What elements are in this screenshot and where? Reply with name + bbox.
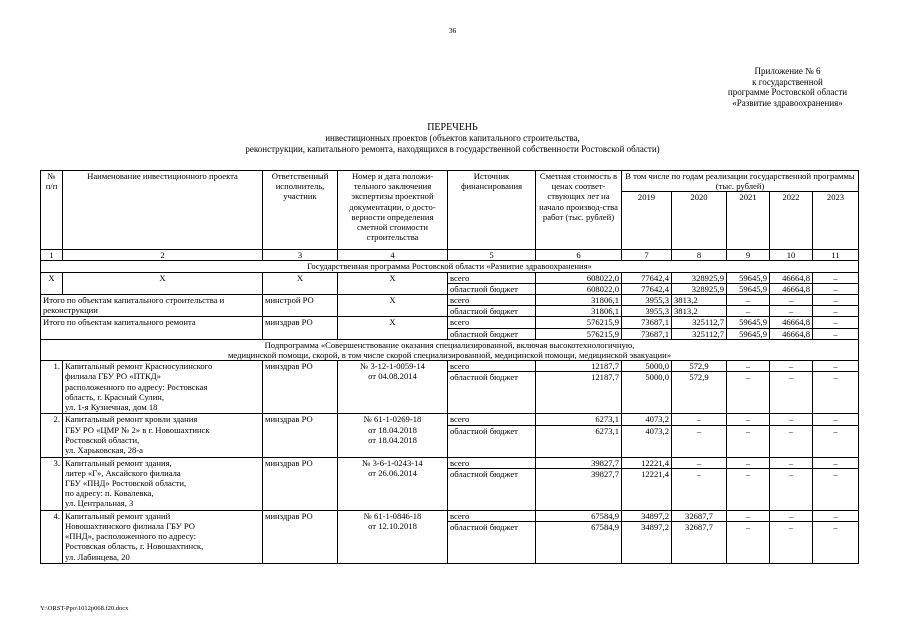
- expertise-line: от 12.10.2018: [368, 521, 417, 532]
- year-value: 77642,4: [622, 272, 672, 283]
- expertise-line: № 61-1-0269-18: [363, 414, 422, 425]
- year-value: 572,9: [672, 372, 727, 414]
- funding-source: всего: [448, 457, 536, 468]
- year-value: 3955,3: [622, 306, 672, 317]
- total-label: Итого по объектам капитального строительства и реконструкции: [41, 295, 263, 317]
- year-value: 4073,2: [622, 414, 672, 425]
- expertise: [338, 361, 448, 414]
- project-name-line: Ростовская область, г. Новошахтинск,: [65, 541, 204, 552]
- year-value: 59645,9: [727, 328, 770, 339]
- year-value: 3813,2: [672, 306, 727, 317]
- construction-total-row: [41, 295, 859, 306]
- year-value: 328925,9: [672, 272, 727, 283]
- project-name: [63, 457, 263, 510]
- column-number-row: [41, 250, 859, 261]
- year-value: 4073,2: [622, 425, 672, 457]
- column-number: 4: [338, 250, 448, 261]
- year-value: –: [727, 468, 770, 510]
- year-value: 12221,4: [622, 468, 672, 510]
- year-value: –: [770, 414, 813, 425]
- funding-source: всего: [448, 317, 536, 328]
- column-number: 3: [263, 250, 338, 261]
- year-value: 77642,4: [622, 283, 672, 294]
- year-value: –: [770, 457, 813, 468]
- year-value: –: [770, 510, 813, 521]
- project-name-line: Ростовской области,: [65, 434, 140, 445]
- year-value: 46664,8: [770, 283, 813, 294]
- project-name: X: [63, 272, 263, 294]
- row-number: X: [41, 272, 63, 294]
- expertise-line: № 3-6-1-0243-14: [362, 457, 423, 468]
- project-row: [41, 361, 859, 372]
- year-value: –: [727, 295, 770, 306]
- total-label: Итого по объектам капитального ремонта: [41, 317, 263, 339]
- funding-source: всего: [448, 295, 536, 306]
- project-name-line: ул. 1-я Кузнечная, дом 18: [65, 402, 158, 413]
- estimated-cost: 6273,1: [536, 414, 622, 425]
- expertise-line: от 04.08.2014: [368, 371, 417, 382]
- year-value: –: [813, 522, 859, 564]
- appendix-line: к государственной: [752, 76, 823, 87]
- year-value: 34897,2: [622, 510, 672, 521]
- year-value: 46664,8: [770, 328, 813, 339]
- expertise-line: от 18.04.2018: [368, 424, 417, 435]
- estimated-cost: 39827,7: [536, 457, 622, 468]
- header-years-group: В том числе по годам реализации государственной программы (тыс. рублей): [622, 171, 859, 192]
- year-value: –: [727, 457, 770, 468]
- year-value: 572,9: [672, 361, 727, 372]
- funding-source: всего: [448, 272, 536, 283]
- estimated-cost: 31806,1: [536, 295, 622, 306]
- header-year: 2020: [672, 192, 727, 250]
- appendix-line: программе Ростовской области: [727, 87, 848, 98]
- subprogram-title-line: медицинской помощи, скорой, в том числе скорой специализированной, медицинской помощи, медицинской эвакуации»: [227, 350, 672, 361]
- page-number: 36: [448, 26, 457, 35]
- header-expertise: Номер и дата положи-тельного заключения экспертизы проектной документации, о досто-верности определения сметной стоимости строительства: [338, 171, 448, 250]
- executor: минздрав РО: [263, 317, 338, 339]
- header-year: 2023: [813, 192, 859, 250]
- year-value: –: [770, 361, 813, 372]
- year-value: –: [770, 295, 813, 306]
- year-value: –: [727, 361, 770, 372]
- project-name-line: литер «Г», Аксайского филиала: [65, 467, 181, 478]
- year-value: –: [813, 414, 859, 425]
- project-row: [41, 414, 859, 425]
- estimated-cost: 6273,1: [536, 425, 622, 457]
- executor: минстрой РО: [263, 295, 338, 317]
- year-value: 46664,8: [770, 272, 813, 283]
- row-number: 1.: [41, 361, 63, 414]
- investment-projects-table: [40, 170, 859, 564]
- project-name-line: ГБУ «ПНД» Ростовской области,: [65, 478, 187, 489]
- year-value: –: [813, 372, 859, 414]
- estimated-cost: 31806,1: [536, 306, 622, 317]
- year-value: –: [813, 317, 859, 328]
- year-value: –: [727, 425, 770, 457]
- funding-source: областной бюджет: [448, 306, 536, 317]
- column-number: 5: [448, 250, 536, 261]
- year-value: 3813,2: [672, 295, 727, 306]
- project-name-line: область, г. Красный Сулин,: [65, 391, 165, 402]
- estimated-cost: 576215,9: [536, 328, 622, 339]
- column-number: 1: [41, 250, 63, 261]
- expertise-line: от 18.04.2018: [368, 434, 417, 445]
- executor: X: [263, 272, 338, 294]
- header-year: 2019: [622, 192, 672, 250]
- year-value: 59645,9: [727, 317, 770, 328]
- repair-total-row: [41, 317, 859, 328]
- funding-source: всего: [448, 361, 536, 372]
- project-name-line: Капитальный ремонт зданий: [65, 510, 171, 521]
- funding-source: областной бюджет: [448, 372, 536, 414]
- column-number: 8: [672, 250, 727, 261]
- year-value: 5000,0: [622, 361, 672, 372]
- funding-source: областной бюджет: [448, 468, 536, 510]
- project-name: [63, 510, 263, 563]
- estimated-cost: 12187,7: [536, 372, 622, 414]
- column-number: 2: [63, 250, 263, 261]
- row-number: 4.: [41, 510, 63, 563]
- year-value: –: [770, 425, 813, 457]
- year-value: 73687,1: [622, 317, 672, 328]
- estimated-cost: 576215,9: [536, 317, 622, 328]
- document-heading: [130, 123, 775, 154]
- estimated-cost: 608022,0: [536, 272, 622, 283]
- year-value: –: [813, 272, 859, 283]
- funding-source: областной бюджет: [448, 328, 536, 339]
- year-value: –: [727, 372, 770, 414]
- header-year: 2022: [770, 192, 813, 250]
- project-name-line: филиала ГБУ РО «ПТКД»: [65, 371, 161, 382]
- project-name: [63, 414, 263, 457]
- expertise-line: № 61-1-0846-18: [363, 510, 422, 521]
- executor: минздрав РО: [263, 361, 338, 414]
- executor: минздрав РО: [263, 510, 338, 563]
- header-number: № п/п: [41, 171, 63, 250]
- year-value: –: [813, 328, 859, 339]
- program-title: Государственная программа Ростовской области «Развитие здравоохранения»: [41, 261, 859, 272]
- year-value: 73687,1: [622, 328, 672, 339]
- year-value: 12221,4: [622, 457, 672, 468]
- appendix-line: «Развитие здравоохранения»: [732, 97, 843, 108]
- header-year: 2021: [727, 192, 770, 250]
- file-path-footer: Y:\ORST-Ppo\1012p068.f20.docx: [40, 605, 129, 612]
- column-number: 9: [727, 250, 770, 261]
- expertise-line: от 26.06.2014: [368, 467, 417, 478]
- year-value: 32687,7: [672, 522, 727, 564]
- column-number: 11: [813, 250, 859, 261]
- funding-source: всего: [448, 414, 536, 425]
- project-name-line: ул. Харьковская, 28-а: [65, 445, 143, 456]
- expertise: [338, 414, 448, 457]
- estimated-cost: 39827,7: [536, 468, 622, 510]
- year-value: 5000,0: [622, 372, 672, 414]
- project-name-line: ул. Центральная, 3: [65, 498, 134, 509]
- year-value: –: [813, 468, 859, 510]
- year-value: 325112,7: [672, 317, 727, 328]
- year-value: –: [770, 522, 813, 564]
- executor: минздрав РО: [263, 457, 338, 510]
- expertise-line: № 3-12-1-0059-14: [360, 361, 425, 372]
- row-number: 3.: [41, 457, 63, 510]
- project-row: [41, 457, 859, 468]
- year-value: –: [813, 283, 859, 294]
- year-value: –: [813, 457, 859, 468]
- estimated-cost: 12187,7: [536, 361, 622, 372]
- appendix-line: Приложение № 6: [754, 66, 821, 76]
- appendix-block: [690, 66, 885, 108]
- estimated-cost: 608022,0: [536, 283, 622, 294]
- project-name-line: Капитальный ремонт кровли здания: [65, 414, 198, 425]
- funding-source: областной бюджет: [448, 283, 536, 294]
- year-value: –: [727, 306, 770, 317]
- year-value: –: [770, 372, 813, 414]
- document-subtitle-line: инвестиционных проектов (объектов капитального строительства,: [325, 133, 580, 144]
- year-value: –: [672, 457, 727, 468]
- expertise: [338, 457, 448, 510]
- year-value: 325112,7: [672, 328, 727, 339]
- year-value: –: [672, 425, 727, 457]
- year-value: –: [770, 306, 813, 317]
- document-subtitle-line: реконструкции, капитального ремонта, находящихся в государственной собственности Ростовской области): [245, 143, 660, 154]
- column-number: 6: [536, 250, 622, 261]
- year-value: 59645,9: [727, 283, 770, 294]
- program-total-row: [41, 272, 859, 283]
- project-name-line: Капитальный ремонт здания,: [65, 457, 172, 468]
- column-number: 7: [622, 250, 672, 261]
- year-value: –: [727, 510, 770, 521]
- project-name-line: Капитальный ремонт Красносулинского: [65, 361, 213, 372]
- year-value: 34897,2: [622, 522, 672, 564]
- expertise: X: [338, 295, 448, 317]
- header-estimated-cost: Сметная стоимость в ценах соответ-ствующих лет на начало производ-ства работ (тыс. рублей): [536, 171, 622, 250]
- year-value: 3955,3: [622, 295, 672, 306]
- project-name-line: Новошахтинского филиала ГБУ РО: [65, 521, 195, 532]
- header-project-name: Наименование инвестиционного проекта: [63, 171, 263, 250]
- expertise: X: [338, 317, 448, 339]
- year-value: –: [813, 361, 859, 372]
- header-executor: Ответственный исполнитель, участник: [263, 171, 338, 250]
- year-value: –: [727, 522, 770, 564]
- expertise: [338, 510, 448, 563]
- funding-source: областной бюджет: [448, 425, 536, 457]
- subprogram-title: [41, 339, 859, 360]
- subprogram-title-line: Подпрограмма «Совершенствование оказания специализированной, включая высокотехнологичную,: [264, 339, 635, 350]
- document-title: ПЕРЕЧЕНЬ: [427, 122, 478, 133]
- year-value: –: [813, 295, 859, 306]
- row-number: 2.: [41, 414, 63, 457]
- estimated-cost: 67584,9: [536, 522, 622, 564]
- expertise: X: [338, 272, 448, 294]
- project-name-line: по адресу: п. Ковалевка,: [65, 488, 154, 499]
- year-value: –: [813, 510, 859, 521]
- year-value: –: [672, 468, 727, 510]
- project-name-line: «ПНД», расположенного по адресу:: [65, 531, 196, 542]
- header-funding-source: Источник финансирования: [448, 171, 536, 250]
- project-row: [41, 510, 859, 521]
- funding-source: областной бюджет: [448, 522, 536, 564]
- project-name-line: ул. Лабинцева, 20: [65, 551, 130, 562]
- year-value: 32687,7: [672, 510, 727, 521]
- executor: минздрав РО: [263, 414, 338, 457]
- project-name: [63, 361, 263, 414]
- estimated-cost: 67584,9: [536, 510, 622, 521]
- year-value: 46664,8: [770, 317, 813, 328]
- year-value: –: [672, 414, 727, 425]
- year-value: –: [770, 468, 813, 510]
- year-value: –: [813, 425, 859, 457]
- funding-source: всего: [448, 510, 536, 521]
- column-number: 10: [770, 250, 813, 261]
- year-value: 59645,9: [727, 272, 770, 283]
- year-value: 328925,9: [672, 283, 727, 294]
- year-value: –: [813, 306, 859, 317]
- year-value: –: [727, 414, 770, 425]
- project-name-line: расположенного по адресу: Ростовская: [65, 381, 208, 392]
- project-name-line: ГБУ РО «ЦМР № 2» в г. Новошахтинск: [65, 424, 210, 435]
